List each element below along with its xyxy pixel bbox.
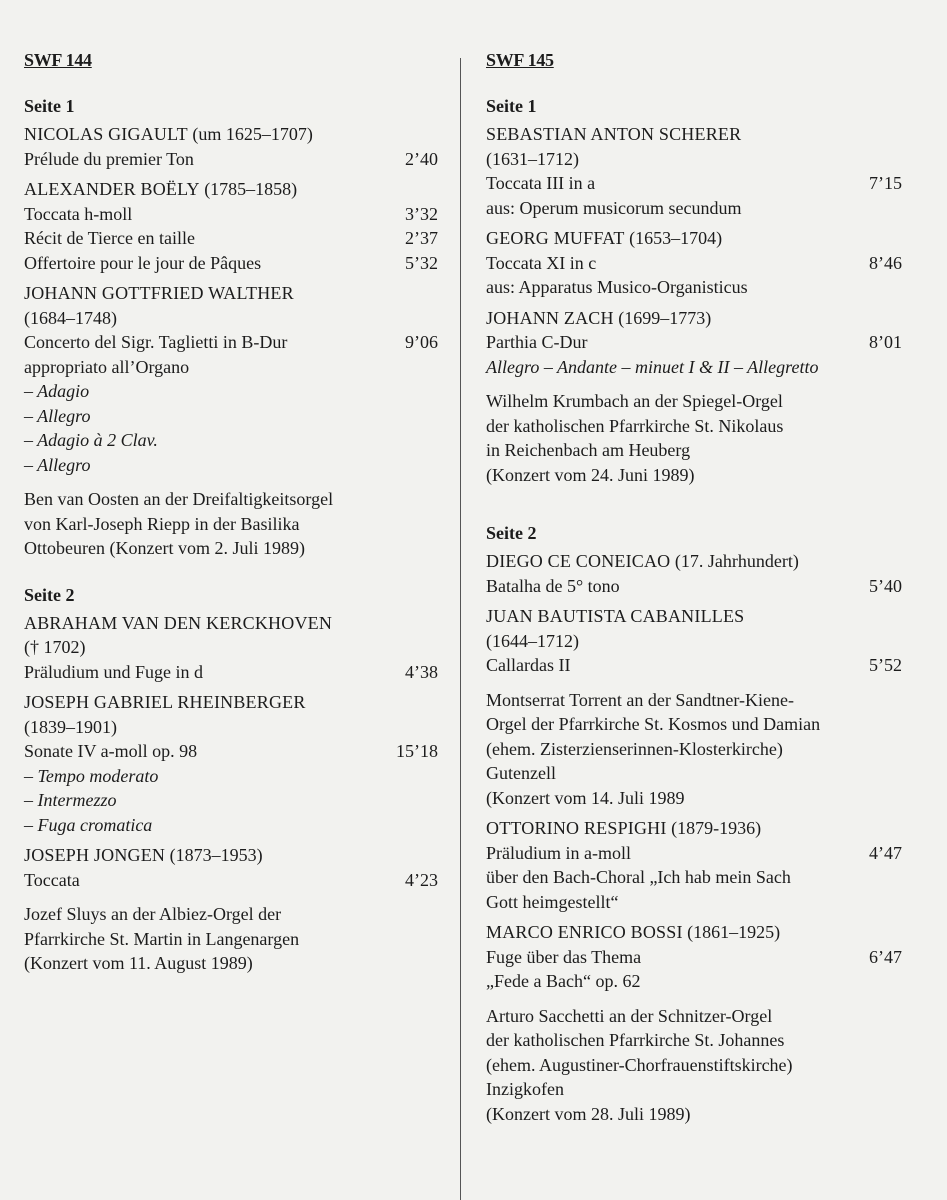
track-duration: 3’32 xyxy=(405,203,438,224)
track-duration: 6’47 xyxy=(869,946,902,967)
performer-line: Inzigkofen xyxy=(486,1079,564,1099)
track-line xyxy=(24,660,438,685)
track-line xyxy=(24,251,438,276)
composer-heading xyxy=(24,843,438,868)
performer-line: Jozef Sluys an der Albiez-Orgel der xyxy=(24,904,282,924)
performer-line: (Konzert vom 24. Juni 1989) xyxy=(486,464,695,485)
performer-credit xyxy=(486,389,902,487)
track-line xyxy=(486,945,902,970)
composer-dates: (1879-1936) xyxy=(666,818,762,838)
composer-dates: (1785–1858) xyxy=(199,179,298,199)
performer-line: Arturo Sacchetti an der Schnitzer-Orgel xyxy=(486,1005,773,1026)
movement: – Adagio à 2 Clav. xyxy=(24,430,158,450)
album-column-swf-145 xyxy=(486,48,902,1126)
track-title: Toccata III in a xyxy=(486,173,596,193)
composer-name: JUAN BAUTISTA CABANILLES xyxy=(486,606,745,626)
composer-dates: (1684–1748) xyxy=(24,307,117,328)
track-duration: 9’06 xyxy=(405,332,438,352)
track-line xyxy=(24,739,438,764)
track-duration: 5’40 xyxy=(869,575,902,596)
performer-line: (ehem. Augustiner-Chorfrauenstiftskirche) xyxy=(486,1054,793,1075)
movement: – Intermezzo xyxy=(24,790,117,810)
album-column-swf-144 xyxy=(24,48,438,976)
track-duration: 7’15 xyxy=(869,173,902,193)
performer-line: der katholischen Pfarrkirche St. Nikolaus xyxy=(486,415,784,436)
track-subtitle: Gott heimgestellt“ xyxy=(486,891,619,912)
track-title: Parthia C-Dur xyxy=(486,332,588,352)
track-title: Toccata h-moll xyxy=(24,203,133,224)
composer-heading xyxy=(486,549,902,574)
track-duration: 5’52 xyxy=(869,655,902,675)
track-line xyxy=(24,147,438,172)
track-duration: 15’18 xyxy=(396,741,438,761)
performer-line: Ottobeuren (Konzert vom 2. Juli 1989) xyxy=(24,538,305,558)
track-title: Batalha de 5° tono xyxy=(486,575,620,596)
composer-name: JOSEPH GABRIEL RHEINBERGER xyxy=(24,692,306,712)
side-1-tracklist xyxy=(486,122,902,487)
composer-name: NICOLAS GIGAULT xyxy=(24,124,188,144)
movement: – Allegro xyxy=(24,405,91,426)
composer-name: GEORG MUFFAT xyxy=(486,228,625,248)
composer-heading xyxy=(24,611,438,636)
track-title: Toccata xyxy=(24,869,80,890)
side-2-tracklist xyxy=(24,611,438,976)
composer-heading xyxy=(24,122,438,147)
composer-heading xyxy=(24,281,438,306)
movement: – Adagio xyxy=(24,381,90,401)
track-title: Concerto del Sigr. Taglietti in B-Dur xyxy=(24,332,288,352)
track-title: Präludium und Fuge in d xyxy=(24,661,203,682)
track-subtitle: aus: Apparatus Musico-Organisticus xyxy=(486,277,748,297)
composer-name: JOHANN GOTTFRIED WALTHER xyxy=(24,283,294,303)
track-title: Offertoire pour le jour de Pâques xyxy=(24,252,262,273)
track-title: Toccata XI in c xyxy=(486,252,597,273)
track-duration: 8’46 xyxy=(869,252,902,273)
track-duration: 2’37 xyxy=(405,228,438,248)
performer-line: Ben van Oosten an der Dreifaltigkeitsorgel xyxy=(24,489,334,509)
track-line xyxy=(486,841,902,866)
composer-dates: (1653–1704) xyxy=(624,228,723,248)
album-number: SWF 145 xyxy=(486,50,554,70)
composer-name: OTTORINO RESPIGHI xyxy=(486,818,667,838)
track-title: Präludium in a-moll xyxy=(486,842,631,863)
composer-heading xyxy=(24,177,438,202)
performer-credit xyxy=(486,1004,902,1127)
movement: – Tempo moderato xyxy=(24,765,159,786)
performer-line: (Konzert vom 11. August 1989) xyxy=(24,953,253,973)
track-line xyxy=(486,330,902,355)
performer-line: Montserrat Torrent an der Sandtner-Kiene- xyxy=(486,689,794,710)
composer-dates: (1644–1712) xyxy=(486,630,579,651)
track-subtitle: aus: Operum musicorum secundum xyxy=(486,197,742,218)
track-duration: 2’40 xyxy=(405,148,438,169)
track-line xyxy=(486,171,902,196)
performer-line: Pfarrkirche St. Martin in Langenargen xyxy=(24,928,300,949)
side-2-tracklist xyxy=(486,549,902,1126)
composer-name: JOHANN ZACH xyxy=(486,307,614,328)
composer-name: MARCO ENRICO BOSSI xyxy=(486,922,683,942)
side-1-tracklist xyxy=(24,122,438,561)
performer-credit xyxy=(24,487,438,561)
track-duration: 4’47 xyxy=(869,842,902,863)
side-label: Seite 2 xyxy=(24,584,75,605)
performer-line: (Konzert vom 28. Juli 1989) xyxy=(486,1103,691,1124)
composer-dates: († 1702) xyxy=(24,637,86,657)
composer-name: JOSEPH JONGEN xyxy=(24,845,166,865)
track-line xyxy=(24,226,438,251)
track-line xyxy=(24,330,438,355)
track-title: Prélude du premier Ton xyxy=(24,148,194,169)
movement: – Allegro xyxy=(24,454,91,475)
movement: – Fuga cromatica xyxy=(24,814,153,835)
side-label: Seite 1 xyxy=(24,96,75,116)
composer-heading xyxy=(486,604,902,629)
composer-name: ABRAHAM VAN DEN KERCKHOVEN xyxy=(24,612,333,633)
performer-line: von Karl-Joseph Riepp in der Basilika xyxy=(24,513,300,534)
performer-line: in Reichenbach am Heuberg xyxy=(486,440,691,460)
track-line xyxy=(486,653,902,678)
performer-line: Orgel der Pfarrkirche St. Kosmos und Damian xyxy=(486,714,821,734)
track-line xyxy=(486,574,902,599)
track-subtitle: über den Bach-Choral „Ich hab mein Sach xyxy=(486,867,791,887)
track-subtitle: „Fede a Bach“ op. 62 xyxy=(486,971,641,991)
track-duration: 5’32 xyxy=(405,252,438,273)
composer-dates: (1631–1712) xyxy=(486,148,579,169)
performer-credit xyxy=(486,688,902,811)
composer-dates: (1861–1925) xyxy=(682,922,781,942)
composer-heading xyxy=(486,122,902,147)
composer-name: ALEXANDER BOËLY xyxy=(24,179,200,199)
composer-heading xyxy=(486,306,902,331)
performer-line: (ehem. Zisterzienserinnen-Klosterkirche) xyxy=(486,738,783,759)
track-title: Callardas II xyxy=(486,655,571,675)
composer-heading xyxy=(24,690,438,715)
performer-line: der katholischen Pfarrkirche St. Johannes xyxy=(486,1030,785,1050)
track-duration: 4’38 xyxy=(405,661,438,682)
composer-dates: (um 1625–1707) xyxy=(187,124,313,144)
composer-heading xyxy=(486,226,902,251)
side-label: Seite 1 xyxy=(486,96,537,116)
composer-dates: (17. Jahrhundert) xyxy=(670,551,799,571)
track-duration: 8’01 xyxy=(869,332,902,352)
performer-line: Wilhelm Krumbach an der Spiegel-Orgel xyxy=(486,391,783,411)
performer-credit xyxy=(24,902,438,976)
track-title: Fuge über das Thema xyxy=(486,946,642,967)
composer-heading xyxy=(486,920,902,945)
movement: Allegro – Andante – minuet I & II – Allegretto xyxy=(486,356,819,377)
composer-heading xyxy=(486,816,902,841)
track-title: Récit de Tierce en taille xyxy=(24,228,195,248)
column-divider xyxy=(460,58,461,1200)
composer-dates: (1699–1773) xyxy=(613,307,712,328)
side-label: Seite 2 xyxy=(486,523,537,543)
composer-dates: (1873–1953) xyxy=(165,845,263,865)
track-duration: 4’23 xyxy=(405,869,438,890)
composer-name: DIEGO CE CONEICAO xyxy=(486,551,671,571)
composer-name: SEBASTIAN ANTON SCHERER xyxy=(486,124,742,144)
track-subtitle: appropriato all’Organo xyxy=(24,356,190,377)
album-number: SWF 144 xyxy=(24,50,92,70)
track-line xyxy=(486,251,902,276)
composer-dates: (1839–1901) xyxy=(24,716,117,737)
track-line xyxy=(24,202,438,227)
performer-line: Gutenzell xyxy=(486,763,556,783)
performer-line: (Konzert vom 14. Juli 1989 xyxy=(486,787,685,808)
track-line xyxy=(24,868,438,893)
track-title: Sonate IV a-moll op. 98 xyxy=(24,741,198,761)
